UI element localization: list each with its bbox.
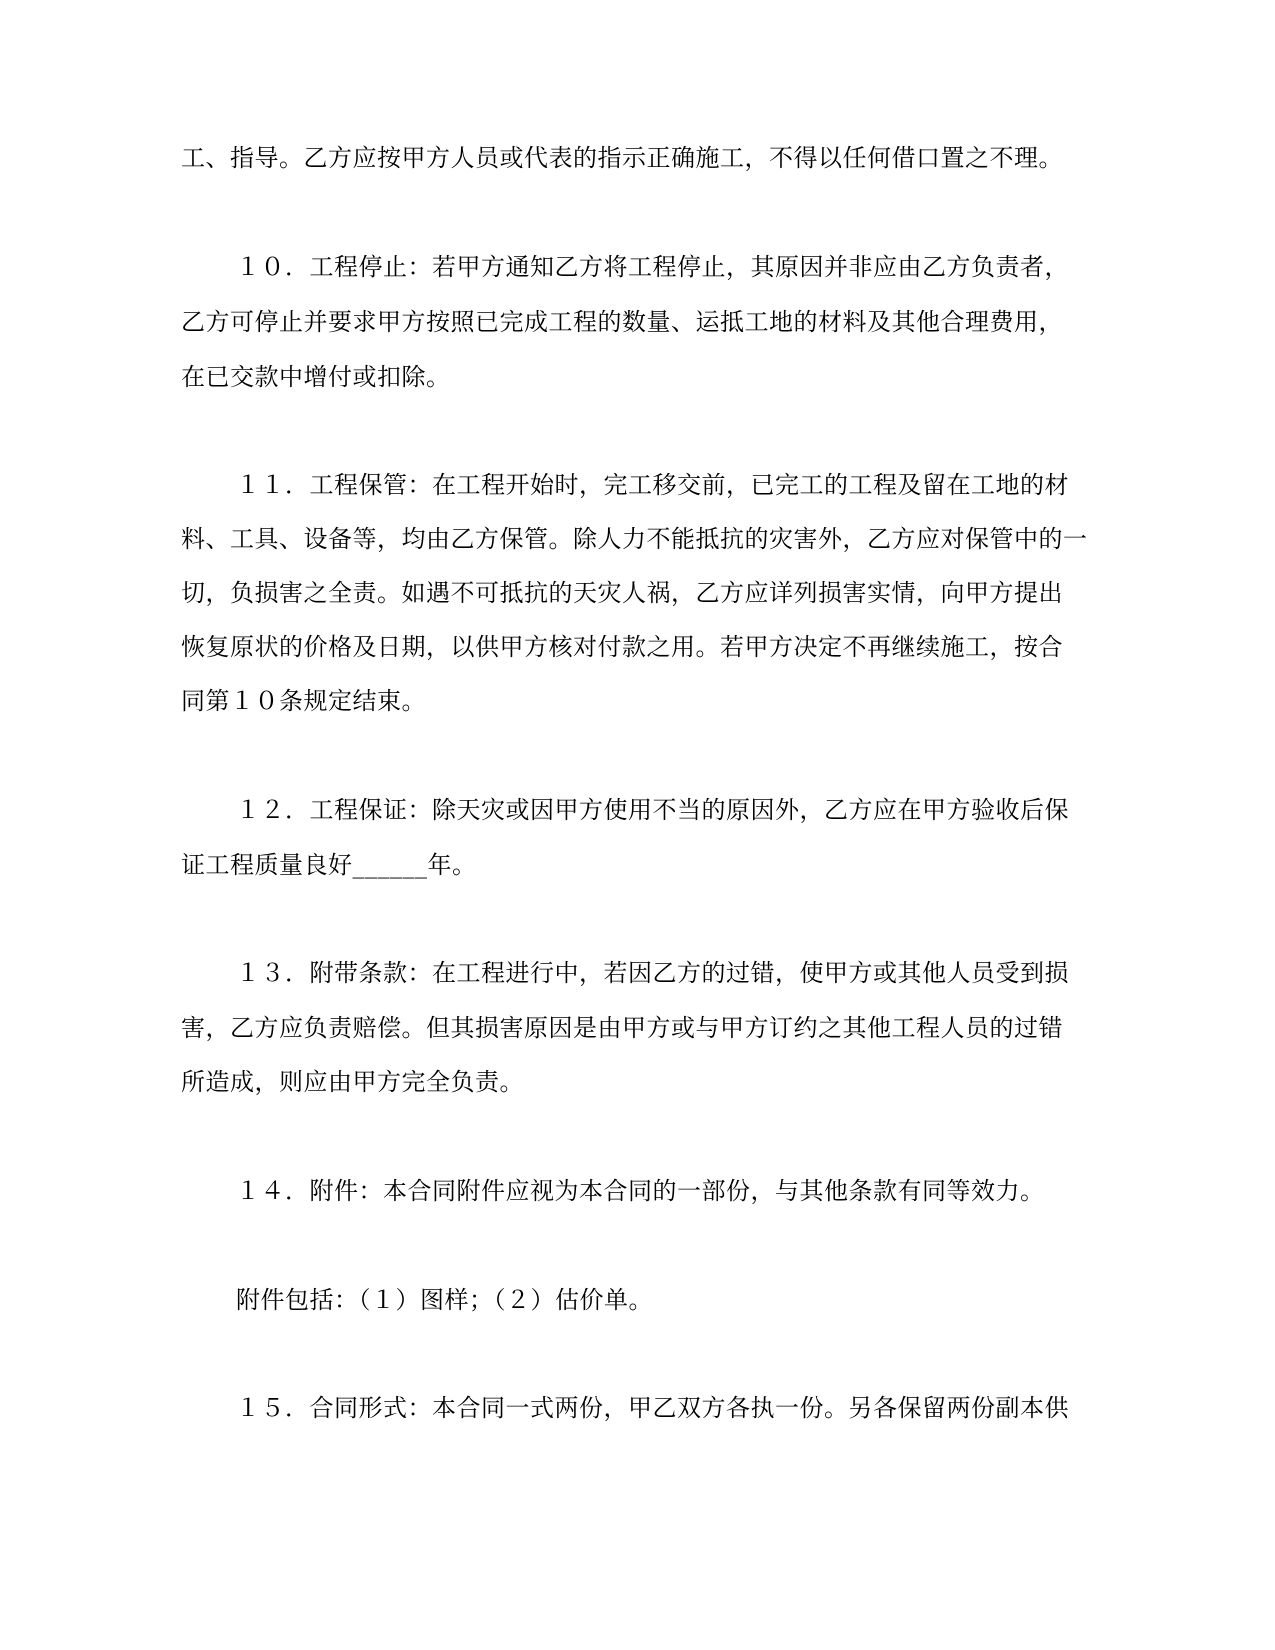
attachments-line: 附件包括：（１）图样；（２）估价单。 xyxy=(236,1286,653,1314)
clause-12-line-2: 证工程质量良好______年。 xyxy=(181,851,477,879)
clause-10-line-2: 乙方可停止并要求甲方按照已完成工程的数量、运抵工地的材料及其他合理费用， xyxy=(181,308,1063,336)
clause-12-line-1: １２．工程保证：除天灾或因甲方使用不当的原因外，乙方应在甲方验收后保 xyxy=(236,796,1069,824)
clause-11-line-4: 恢复原状的价格及日期，以供甲方核对付款之用。若甲方决定不再继续施工，按合 xyxy=(181,633,1063,661)
clause-11-line-3: 切，负损害之全责。如遇不可抵抗的天灾人祸，乙方应详列损害实情，向甲方提出 xyxy=(181,579,1063,607)
clause-13-line-1: １３．附带条款：在工程进行中，若因乙方的过错，使甲方或其他人员受到损 xyxy=(236,959,1069,987)
paragraph-9-continuation-line: 工、指导。乙方应按甲方人员或代表的指示正确施工，不得以任何借口置之不理。 xyxy=(181,144,1063,172)
clause-11-line-1: １１．工程保管：在工程开始时，完工移交前，已完工的工程及留在工地的材 xyxy=(236,471,1069,499)
clause-11-line-2: 料、工具、设备等，均由乙方保管。除人力不能抵抗的灾害外，乙方应对保管中的一 xyxy=(181,525,1088,553)
clause-11-line-5: 同第１０条规定结束。 xyxy=(181,687,426,715)
clause-10-line-1: １０．工程停止：若甲方通知乙方将工程停止，其原因并非应由乙方负责者， xyxy=(236,253,1069,281)
clause-10-line-3: 在已交款中增付或扣除。 xyxy=(181,363,451,391)
clause-13-line-3: 所造成，则应由甲方完全负责。 xyxy=(181,1068,524,1096)
clause-15-line-1: １５．合同形式：本合同一式两份，甲乙双方各执一份。另各保留两份副本供 xyxy=(236,1394,1069,1422)
clause-14-line-1: １４．附件：本合同附件应视为本合同的一部份，与其他条款有同等效力。 xyxy=(236,1177,1045,1205)
clause-13-line-2: 害，乙方应负责赔偿。但其损害原因是由甲方或与甲方订约之其他工程人员的过错 xyxy=(181,1014,1063,1042)
